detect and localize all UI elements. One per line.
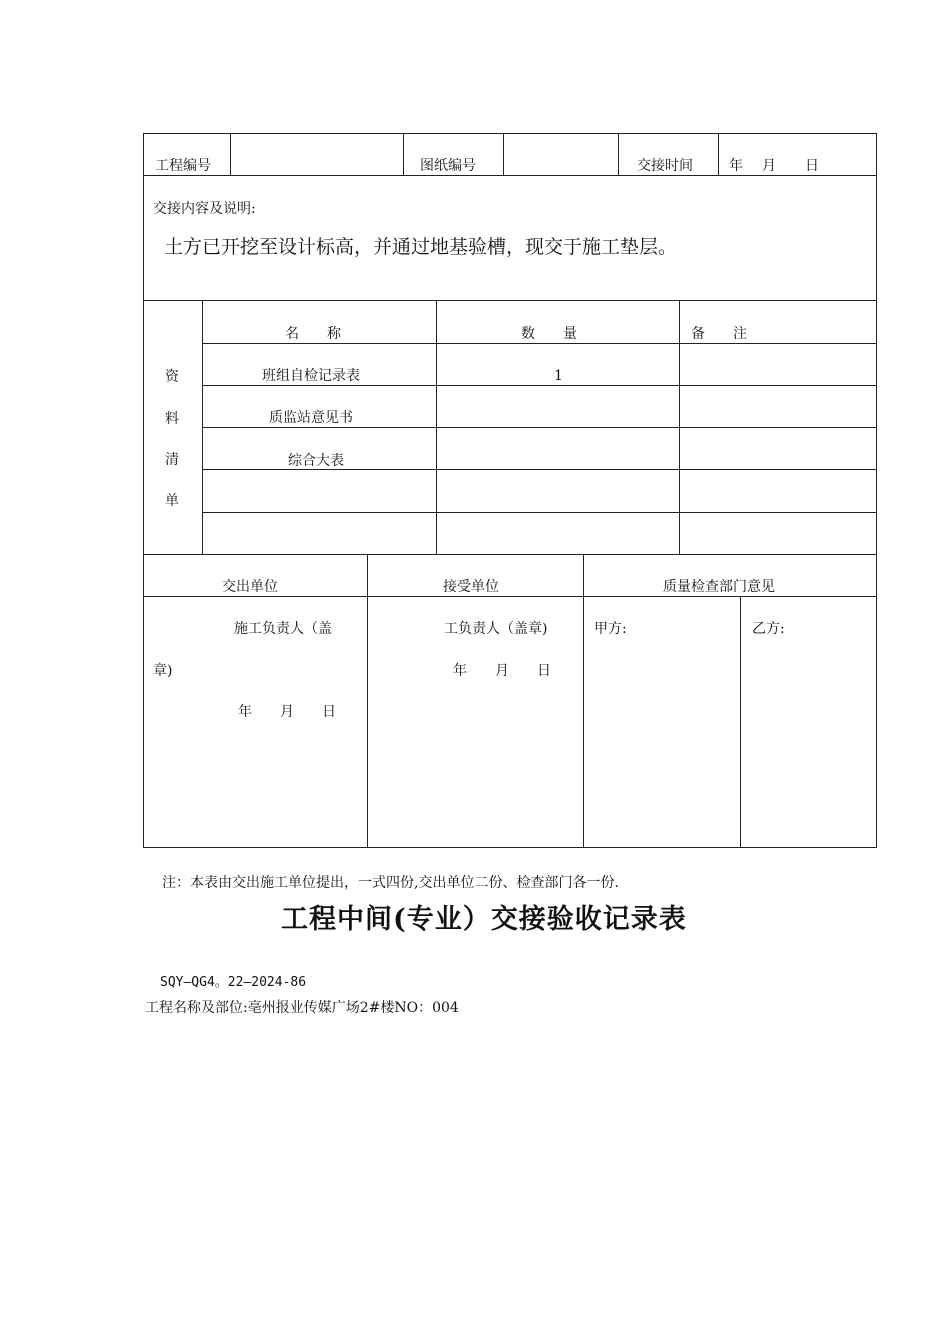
materials-side-label-2: 料 — [165, 411, 179, 427]
handover-time-label: 交接时间 — [637, 158, 693, 174]
receive-unit-header: 接受单位 — [443, 579, 499, 595]
table-border-right — [876, 133, 877, 848]
col-divider — [367, 554, 368, 848]
row-divider — [202, 427, 877, 428]
date-year: 年 — [729, 158, 743, 174]
qc-dept-header: 质量检查部门意见 — [663, 579, 775, 595]
document-title: 工程中间(专业）交接验收记录表 — [281, 904, 687, 935]
col-divider — [230, 133, 231, 175]
col-divider — [740, 596, 741, 848]
receive-sign: 工负责人（盖章) — [444, 621, 548, 637]
deliver-date: 年 月 日 — [238, 704, 336, 720]
materials-side-label-4: 单 — [165, 493, 179, 509]
col-header-qty: 数 量 — [521, 326, 577, 342]
party-b-label: 乙方: — [752, 621, 785, 637]
deliver-sign-line1: 施工负责人（盖 — [234, 621, 332, 637]
col-header-name: 名 称 — [285, 326, 341, 342]
material-row-2-name: 质监站意见书 — [269, 410, 353, 426]
row-divider — [143, 175, 877, 176]
footer-note: 注：本表由交出施工单位提出，一式四份,交出单位二份、检查部门各一份. — [162, 875, 619, 891]
materials-side-label-1: 资 — [165, 369, 179, 385]
date-month: 月 — [762, 158, 776, 174]
content-label: 交接内容及说明: — [153, 201, 256, 217]
col-divider — [503, 133, 504, 175]
row-divider — [143, 554, 877, 555]
row-divider — [202, 343, 877, 344]
date-day: 日 — [805, 158, 819, 174]
materials-side-label-3: 清 — [165, 452, 179, 468]
row-divider — [202, 469, 877, 470]
project-info: 工程名称及部位:亳州报业传媒广场2#楼NO：004 — [145, 1000, 459, 1016]
col-divider — [583, 554, 584, 848]
deliver-sign-line2: 章) — [153, 663, 173, 679]
material-row-1-qty: 1 — [554, 368, 563, 384]
deliver-unit-header: 交出单位 — [222, 579, 278, 595]
col-header-note: 备 注 — [691, 326, 747, 342]
col-divider — [718, 133, 719, 175]
col-divider — [618, 133, 619, 175]
col-divider — [403, 133, 404, 175]
material-row-3-name: 综合大表 — [288, 453, 344, 469]
row-divider — [202, 385, 877, 386]
row-divider — [143, 596, 877, 597]
receive-date: 年 月 日 — [453, 663, 551, 679]
row-divider — [202, 512, 877, 513]
table-border-left — [143, 133, 144, 848]
row-divider — [143, 300, 877, 301]
party-a-label: 甲方: — [594, 621, 627, 637]
table-border-bottom — [143, 847, 877, 848]
drawing-no-label: 图纸编号 — [420, 158, 476, 174]
table-border-top — [143, 133, 877, 134]
form-code: SQY—QG4。22—2024-86 — [160, 975, 307, 990]
material-row-1-name: 班组自检记录表 — [262, 368, 360, 384]
content-text: 土方已开挖至设计标高，并通过地基验槽，现交于施工垫层。 — [164, 236, 678, 258]
project-no-label: 工程编号 — [155, 158, 211, 174]
